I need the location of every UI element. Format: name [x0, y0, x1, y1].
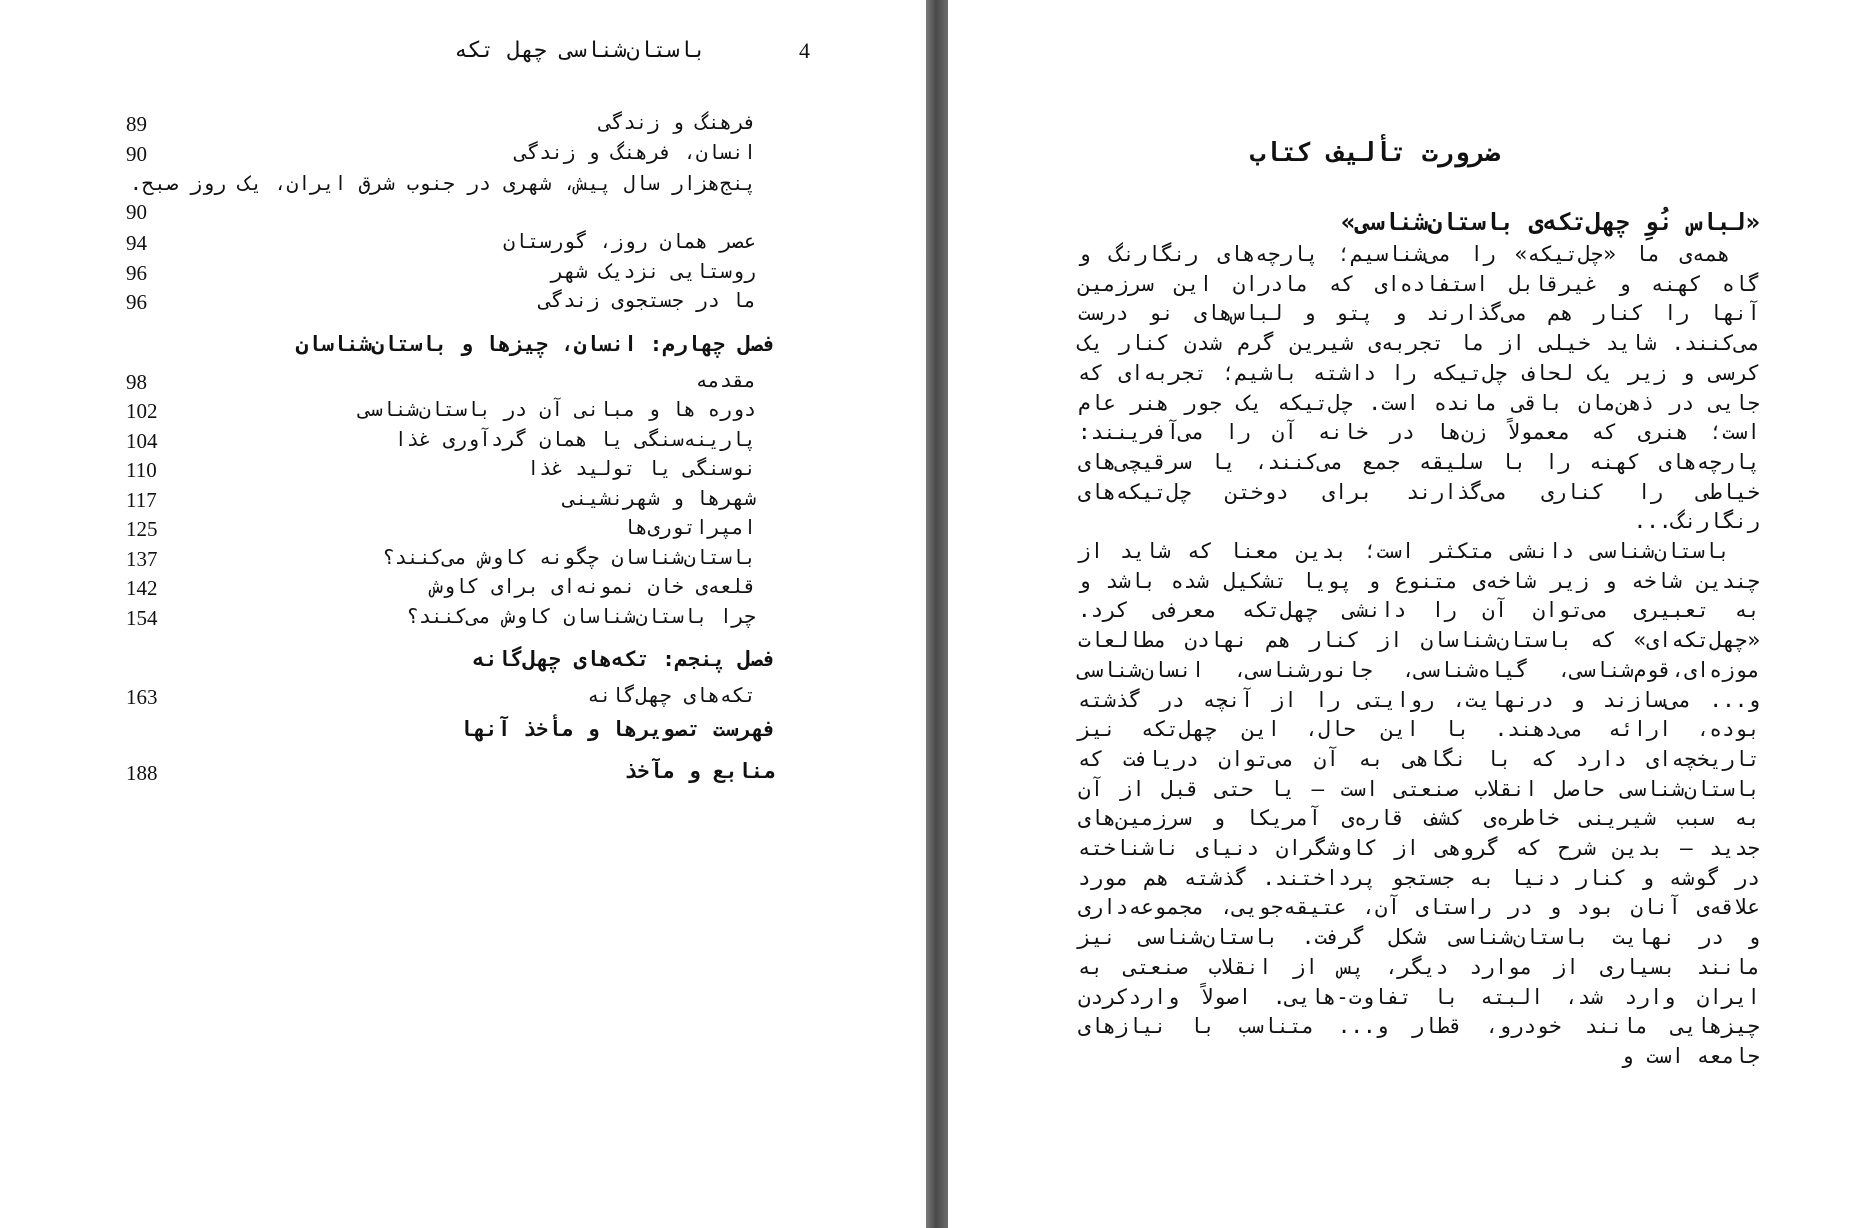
toc-entry: [126, 288, 786, 318]
left-page: [0, 0, 926, 1228]
toc-page-number: 137: [126, 546, 158, 571]
toc-title: قلعه‌ی خان نمونه‌ای برای کاوش: [430, 574, 756, 598]
chapter-heading: [126, 647, 786, 683]
toc-page-number: 94: [126, 231, 147, 255]
toc-title: روستایی نزدیک شهر: [551, 258, 756, 283]
section-subheading: «لباس نُوِ چهل‌تکه‌ی باستان‌شناسی»: [1340, 208, 1760, 236]
toc-title: امپراتوری‌ها: [623, 515, 756, 539]
toc-title: عصر همان روز، گورستان: [503, 229, 756, 253]
toc-page-number: 98: [126, 369, 147, 394]
toc-page-number: 188: [126, 760, 158, 785]
toc-entry: [126, 229, 786, 259]
running-header: [440, 38, 810, 72]
toc-title: پارینه‌سنگی یا همان گردآوری غذا: [394, 426, 756, 451]
table-of-contents: [126, 110, 786, 797]
running-header-title: باستان‌شناسی چهل تکه: [454, 38, 706, 63]
toc-entry: [126, 259, 786, 289]
toc-page-number: 102: [126, 399, 158, 423]
toc-page-number: 110: [126, 458, 157, 482]
toc-title: چرا باستان‌شناسان کاوش می‌کنند؟: [406, 603, 756, 628]
paragraph: باستان‌شناسی دانشی متکثر است؛ بدین معنا که شاید از چندین شاخه و زیر شاخه‌ی متنوع و پویا تشکیل شده باشد و به تعبیری می‌توان آن را دانشی چهل‌تکه معرفی کرد. «چهل‌تکه‌ای» که باستان‌شناسان از کنار هم نهادن مطالعات موزه‌ای،قوم‌شناسی، گیاه‌شناسی، جانورشناسی، انسان‌شناسی و... می‌سازند و درنهایت، روایتی را از آنچه در گذشته بوده، ارائه می‌دهند. با این حال، این چهل‌تکه نیز تاریخچه‌ای دارد که با نگاهی به آن می‌توان دریافت که باستان‌شناسی حاصل انقلاب صنعتی است – یا حتی قبل از آن به سبب شیرینی خاطره‌ی کشف قاره‌ی آمریکا و سرزمین‌های جدید – بدین شرح که گروهی از کاوشگران دنیای ناشناخته در گوشه و کنار دنیا به جستجو پرداختند. گذشته هم مورد علاقه‌ی آنان بود و در راستای آن، عتیقه‌جویی، مجموعه‌داری و در نهایت باستان‌شناسی شکل گرفت. باستان‌شناسی نیز مانند بسیاری از موارد دیگر، پس از انقلاب صنعتی به ایران وارد شد، البته با تفاوت-هایی. اصولاً واردکردن چیزهایی مانند خودرو، قطار و... متناسب با نیازهای جامعه است و: [1078, 539, 1760, 1068]
toc-section-heading: [126, 759, 786, 797]
toc-page-number: 154: [126, 605, 158, 630]
toc-title: تکه‌های چهل‌گانه: [587, 683, 756, 707]
toc-entry: [126, 427, 786, 457]
toc-entry: [126, 110, 786, 140]
toc-entry: [126, 604, 786, 634]
toc-page-number: 96: [126, 260, 147, 285]
toc-title: باستان‌شناسان چگونه کاوش می‌کنند؟: [382, 544, 756, 569]
toc-title: فرهنگ و زندگی: [599, 110, 756, 134]
toc-section-heading: [126, 717, 786, 755]
toc-page-number: 96: [126, 290, 147, 314]
toc-title: انسان، فرهنگ و زندگی: [515, 139, 756, 164]
toc-title: نوسنگی یا تولید غذا: [527, 456, 756, 480]
figures-list-title: فهرست تصویرها و مأخذ آنها: [459, 716, 776, 741]
toc-entry: [126, 456, 786, 486]
sources-title: منابع و مآخذ: [624, 758, 776, 783]
toc-page-number: 117: [126, 487, 157, 512]
page-number: 4: [799, 38, 810, 63]
toc-entry: [126, 368, 786, 398]
body-text: [1078, 240, 1760, 1072]
page-gutter: [926, 0, 948, 1228]
toc-entry: [126, 169, 786, 229]
toc-title: دوره ها و مبانی آن در باستان‌شناسی: [358, 397, 756, 421]
toc-page-number: 142: [126, 576, 158, 600]
toc-page-number: 90: [126, 141, 147, 166]
toc-entry: [126, 545, 786, 575]
chapter-five-title: فصل پنجم: تکه‌های چهل‌گانه: [472, 647, 776, 671]
toc-page-number: 125: [126, 517, 158, 541]
toc-title: پنج‌هزار سال پیش، شهری در جنوب شرق ایران، یک روز صبح.: [129, 171, 756, 195]
toc-entry: [126, 683, 786, 713]
toc-title: شهرها و شهرنشینی: [563, 485, 756, 510]
toc-entry: [126, 140, 786, 170]
toc-entry: [126, 397, 786, 427]
toc-page-number: 89: [126, 112, 147, 136]
chapter-four-title: فصل چهارم: انسان، چیزها و باستان‌شناسان: [295, 331, 776, 356]
chapter-heading: [126, 332, 786, 368]
toc-entry: [126, 574, 786, 604]
section-heading: ضرورت تألیف کتاب: [1249, 138, 1501, 168]
toc-page-number: 163: [126, 685, 158, 709]
toc-page-number: 90: [126, 200, 147, 224]
toc-title: ما در جستجوی زندگی: [539, 288, 756, 312]
toc-page-number: 104: [126, 428, 158, 453]
toc-entry: [126, 486, 786, 516]
paragraph: همه‌ی ما «چل‌تیکه» را می‌شناسیم؛ پارچه‌های رنگارنگ و گاه کهنه و غیرقابل استفاده‌ای که مادران این سرزمین آنها را کنار هم می‌گذارند و پتو و لباس‌های نو درست می‌کنند. شاید خیلی از ما تجربه‌ی شیرین گرم شدن کنار یک کرسی و زیر یک لحاف چل‌تیکه را داشته باشیم؛ تجربه‌ای که جایی در ذهن‌مان باقی مانده است. چل‌تیکه یک جور هنر عام است؛ هنری که معمولاً زن‌ها در خانه آن را می‌آفرینند: پارچه‌های کهنه را با سلیقه جمع می‌کنند، یا سرقیچی‌های خیاطی را کناری می‌گذارند برای دوختن چل‌تیکه‌های رنگارنگ...: [1078, 242, 1760, 534]
toc-entry: [126, 515, 786, 545]
toc-title: مقدمه: [695, 367, 756, 392]
